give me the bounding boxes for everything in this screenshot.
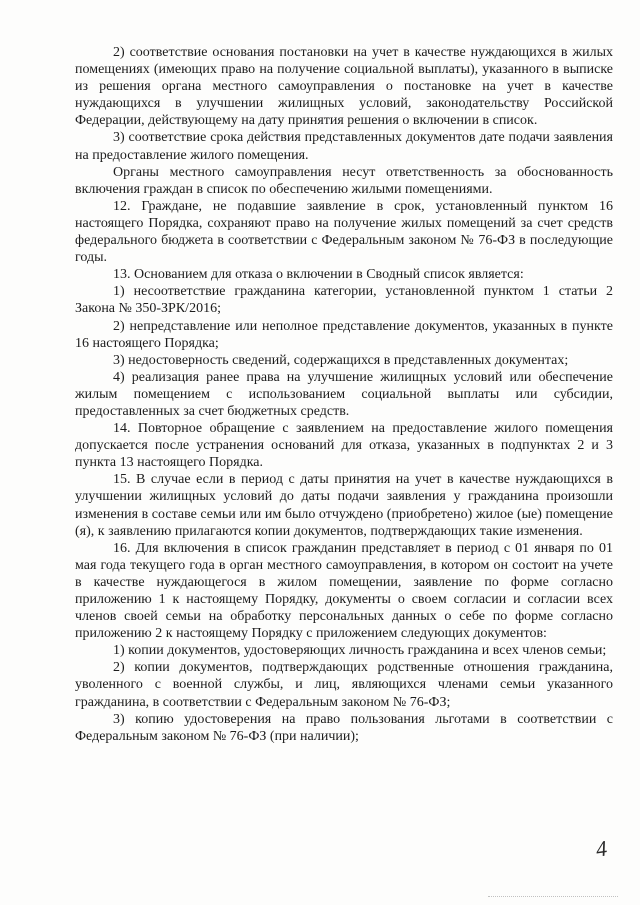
paragraph: 2) непредставление или неполное представление документов, указанных в пункте 16 настоящего Порядка; [75, 318, 613, 351]
paragraph: 13. Основанием для отказа о включении в Сводный список является: [113, 267, 524, 283]
paragraph: 3) копию удостоверения на право пользования льготами в соответствии с Федеральным законом № 76-ФЗ (при наличии); [75, 711, 613, 744]
paragraph: 4) реализация ранее права на улучшение жилищных условий или обеспечение жилым помещением с использованием социальной выплаты или субсидии, предоставленных за счет бюджетных средств. [75, 369, 613, 419]
paragraph: 12. Граждане, не подавшие заявление в срок, установленный пунктом 16 настоящего Порядка, сохраняют право на получение жилых помещений за счет средств федерального бюджета в соответствии с Федеральным законом № 76-ФЗ в последующие годы. [75, 198, 613, 266]
paragraph: 2) копии документов, подтверждающих родственные отношения гражданина, уволенного с военной службы, и лиц, являющихся членами семьи указанного гражданина, в соответствии с Федеральным законом № 76-ФЗ; [75, 660, 613, 710]
paragraph: 14. Повторное обращение с заявлением на предоставление жилого помещения допускается после устранения оснований для отказа, указанных в подпунктах 2 и 3 пункта 13 настоящего Порядка. [75, 421, 613, 471]
scan-artifact [488, 894, 618, 897]
document-body [75, 44, 613, 745]
paragraph: Органы местного самоуправления несут ответственность за обоснованность включения граждан в список по обеспечению жилыми помещениями. [75, 164, 613, 197]
paragraph: 2) соответствие основания постановки на учет в качестве нуждающихся в жилых помещениях (имеющих право на получение социальной выплаты), указанного в выписке из решения органа местного самоуправления о постановке на учет в качестве нуждающихся в улучшении жилищных условий, законодательству Российской Федерации, действующему на дату принятия решения о включении в список. [75, 45, 613, 129]
paragraph: 3) недостоверность сведений, содержащихся в представленных документах; [113, 352, 569, 368]
paragraph: 1) копии документов, удостоверяющих личность гражданина и всех членов семьи; [113, 643, 607, 659]
paragraph: 1) несоответствие гражданина категории, установленной пунктом 1 статьи 2 Закона № 350-ЗРК/2016; [75, 284, 613, 317]
paragraph: 3) соответствие срока действия представленных документов дате подачи заявления на предоставление жилого помещения. [75, 130, 613, 163]
page-number: 4 [594, 835, 609, 862]
paragraph: 16. Для включения в список гражданин представляет в период с 01 января по 01 мая года текущего года в орган местного самоуправления, в котором он состоит на учете в качестве нуждающегося в жилом помещении, заявление по форме согласно приложению 1 к настоящему Порядку, документы о своем согласии и согласии всех членов своей семьи на обработку персональных данных о себе по форме согласно приложению 2 к настоящему Порядку с приложением следующих документов: [75, 540, 613, 642]
paragraph: 15. В случае если в период с даты принятия на учет в качестве нуждающихся в улучшении жилищных условий до даты подачи заявления у гражданина произошли изменения в составе семьи или им было отчуждено (приобретено) жилое (ые) помещение (я), к заявлению прилагаются копии документов, подтверждающих такие изменения. [75, 472, 613, 539]
